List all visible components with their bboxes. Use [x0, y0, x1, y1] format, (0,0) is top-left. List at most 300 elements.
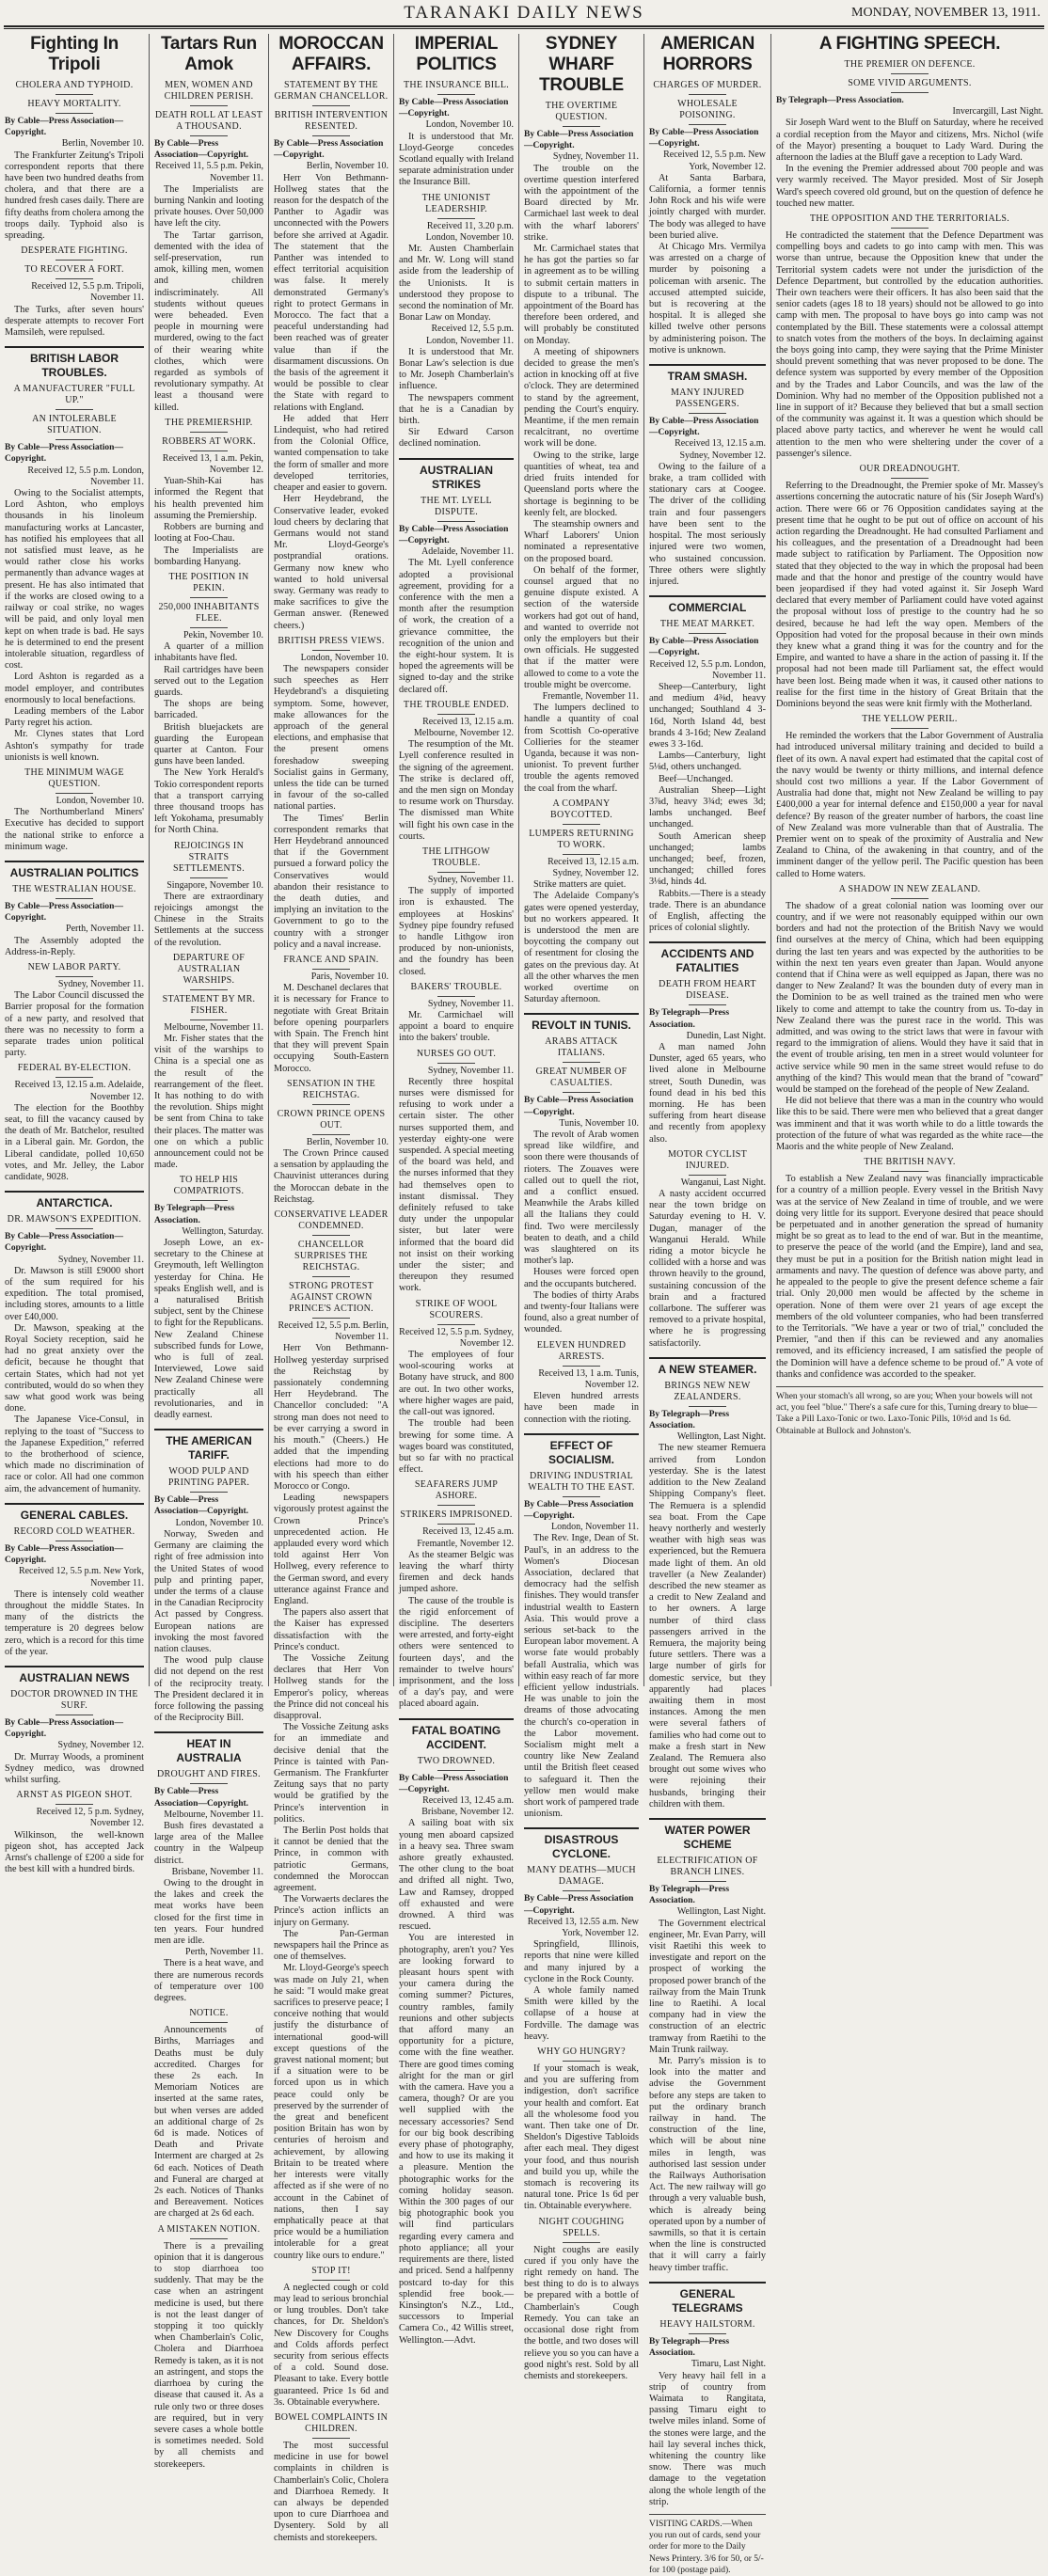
- paragraph: The Government electrical engineer, Mr. Evan Parry, will visit Raetihi this week to investigate and report on the prospect of working the proposed power branch of the railway from the Main Trunk line to Raetihi. A local company had in view the construction of an electric tramway from Raetihi to the Main Trunk railway.: [649, 1918, 766, 2055]
- dateline: Received 12, 5.5 p.m. London, November 11.: [426, 324, 514, 346]
- paragraph: Owing to the failure of a brake, a tram collided with stationary cars at Coogee. The driver of the colliding train and four passengers have been sent to the hospital. The most seriously injured were two women, who sustained concussion. Three others were slightly injured.: [649, 461, 766, 587]
- byline: By Cable—Press Association—Copyright.: [399, 1773, 509, 1794]
- dateline: London, November 10.: [300, 652, 389, 663]
- subheading: NURSES GO OUT.: [399, 1049, 514, 1064]
- byline: By Cable—Press Association—Copyright.: [524, 1894, 634, 1916]
- paragraph: A neglected cough or cold may lead to serious bronchial or lung troubles. Don't take chances, for Dr. Sheldon's New Discovery for Coughs and Colds affords perfect security from serious effects of a cold. Sound dose. Pleasant to take. Every bottle guaranteed. Price 1s 6d and 3s. Obtainable everywhere.: [274, 2282, 389, 2408]
- column-banner-headline: AMERICAN HORRORS: [660, 34, 754, 74]
- paragraph: The Frankfurter Zeitung's Tripoli correspondent reports that there have been two hundred deaths from cholera, and that there are a hundred fresh cases daily. There are fifty deaths from cholera among the troops daily. Typhoid also is spreading.: [5, 150, 144, 242]
- paragraph: The employees of four wool-scouring works at Botany have struck, and 800 are out. In two other works, where higher wages are paid, the call-out was ignored.: [399, 1350, 514, 1418]
- dateline: Sydney, November 11.: [552, 151, 639, 163]
- subheading: STRIKERS IMPRISONED.: [399, 1509, 514, 1525]
- subheading: BRITISH PRESS VIEWS.: [274, 636, 389, 651]
- paragraph: The Vossiche Zeitung declares that Herr Von Hollweg stands for the Emperor's policy, whereas the Prince did not conceal his disapproval.: [274, 1652, 389, 1721]
- column-banner-headline: SYDNEY WHARF TROUBLE: [539, 34, 624, 95]
- paragraph: The Imperialists are burning Nankin and looting private houses. Over 50,000 have left the city.: [154, 183, 263, 229]
- dateline: Sydney, November 12.: [57, 1740, 144, 1751]
- subheading: CHANCELLOR SURPRISES THE REICHSTAG.: [274, 1240, 389, 1277]
- paragraph: The shops are being barricaded.: [154, 699, 263, 721]
- paragraph: Very heavy hail fell in a strip of country from Waimata to Rangitata, passing Timaru eight to twelve miles inland. Some of the stones were large, and the hail lay several inches thick, whitening the country like snow. There was much damage to the vegetation along the whole length of the strip.: [649, 2370, 766, 2507]
- paragraph: A nasty accident occurred near the town bridge on Saturday evening to H. V. Dugan, manager of the Wanganui Herald. While riding a motor bicycle he collided with a horse and was thrown heavily to the ground, sustaining concussion of the brain and a fractured collarbone. The sufferer was removed to a private hospital, where he is progressing satisfactorily.: [649, 1189, 766, 1349]
- dateline: Received 11, 3.20 p.m. London, November 10.: [425, 220, 514, 243]
- paragraph: Wilkinson, the well-known pigeon shot, has accepted Jack Arnst's challenge of £200 a side for the best kill with a hundred birds.: [5, 1829, 144, 1875]
- subheading: REJOICINGS IN STRAITS SETTLEMENTS.: [154, 841, 263, 878]
- paragraph: Bush fires devastated a large area of the Mallee country in the Walpeup district.: [154, 1820, 263, 1866]
- dateline: Received 12, 5.5 p.m. New York, November 12.: [663, 150, 766, 172]
- paragraph: Herr Heydebrand, the Conservative leader, evoked loud cheers by declaring that Germans would not stand Mr. Lloyd-George's postprandial orations. Germany now knew who wanted to hold universal sway. Germany was ready to make sacrifices to give the German answer. (Renewed cheers.): [274, 494, 389, 631]
- subheading: BRINGS NEW NEW ZEALANDERS.: [649, 1381, 766, 1407]
- subheading: DRIVING INDUSTRIAL WEALTH TO THE EAST.: [524, 1471, 639, 1497]
- byline: By Cable—Press Association—Copyright.: [524, 1499, 634, 1521]
- subheading: THE INSURANCE BILL.: [399, 80, 514, 95]
- subheading: THE MINIMUM WAGE QUESTION.: [5, 767, 144, 794]
- paragraph: South American sheep unchanged; lambs unchanged; beef, frozen, unchanged; chilled fores 3⅛d, hinds 4d.: [649, 830, 766, 888]
- section-heading: AUSTRALIAN POLITICS: [5, 861, 144, 880]
- column-banner-headline: Fighting In Tripoli: [30, 34, 119, 74]
- section-heading: AUSTRALIAN NEWS: [5, 1666, 144, 1685]
- subheading: THE OPPOSITION AND THE TERRITORIALS.: [776, 213, 1043, 229]
- dateline: London, November 11.: [551, 1522, 639, 1533]
- paragraph: To establish a New Zealand navy was financially impracticable for a country of a million people. Every vessel in the British Navy was at the service of New Zealand in time of trouble, and we were doing very little for its support. Everyone desired that peace should be perpetuated and in another generation the spread of humanity might be so great as to lead to the end of war. But in the meantime, to preserve the peace of the world (and the Empire), land and sea, they must be put in a position for the British nation might lead in armaments and navy. The question of defence was above party, and he appealed to the people to give the present defence scheme a fair trial. Only 20,000 men would be affected by the scheme in operation. None of them were over 21 years of age except the members of the old volunteer companies, who had been transferred to the Territorials. "We have a year or two of trial," concluded the Premier, "and then if this can be reviewed and any anomalies removed, and its efficiency increased, I am satisfied the people of the Dominion will have a defence scheme to be proud of." A vote of thanks and confidence was accorded to the speaker.: [776, 1174, 1043, 1380]
- subheading: DESPERATE FIGHTING.: [5, 245, 144, 261]
- dateline: Received 12, 5.5 p.m. London, November 11.: [27, 465, 144, 487]
- paragraph: Mr. Clynes states that Lord Ashton's sympathy for trade unionists is well known.: [5, 729, 144, 763]
- byline: By Telegraph—Press Association.: [776, 96, 904, 105]
- section-heading: BRITISH LABOR TROUBLES.: [5, 346, 144, 380]
- dateline: Berlin, November 10.: [306, 161, 389, 172]
- column-banner-headline: Tartars Run Amok: [161, 34, 257, 74]
- byline: By Cable—Press Association—Copyright.: [274, 139, 384, 161]
- section-heading: HEAT IN AUSTRALIA: [154, 1731, 263, 1765]
- dateline: Fremantle, November 11.: [542, 690, 639, 702]
- subheading: WHOLESALE POISONING.: [649, 99, 766, 125]
- section-heading: ACCIDENTS AND FATALITIES: [649, 941, 766, 975]
- paragraph: The cause of the trouble is the rigid enforcement of discipline. The deserters were arrested, and forty-eight others were sentenced to fourteen days', and the remainder to twelve hours' imprisonment, and the loss of a day's pay, and were placed aboard again.: [399, 1595, 514, 1710]
- subheading: TO HELP HIS COMPATRIOTS.: [154, 1175, 263, 1201]
- paragraph: Strike matters are quiet.: [533, 879, 627, 891]
- subheading: AN INTOLERABLE SITUATION.: [5, 414, 144, 440]
- byline: By Telegraph—Press Association.: [154, 1204, 235, 1225]
- section-heading: DISASTROUS CYCLONE.: [524, 1827, 639, 1861]
- paragraph: There is a prevailing opinion that it is dangerous to stop diarrhoea too suddenly. That may be the case when an astringent medicine is used, but there is not the least danger of stopping it too quickly when Chamberlain's Colic, Cholera and Diarrhoea Remedy is taken, as it is not an astringent, and stops the diarrhoea by curing the disease that caused it. As a rule only two or three doses are required, but in very severe cases a whole bottle is sometimes needed. Sold by all chemists and storekeepers.: [154, 2240, 263, 2470]
- paragraph: The Imperialists are bombarding Hanyang.: [154, 545, 263, 567]
- paragraph: The Northumberland Miners' Executive has decided to support the national strike to enforce a minimum wage.: [5, 807, 144, 852]
- paragraph: M. Deschanel declares that it is necessary for France to negotiate with Great Britain before opening pourparlers with Spain. The French hint that they will prevent Spain occupying South-Eastern Morocco.: [274, 983, 389, 1074]
- subheading: OUR DREADNOUGHT.: [776, 464, 1043, 479]
- subheading: FRANCE AND SPAIN.: [274, 955, 389, 970]
- dateline: Dunedin, Last Night.: [686, 1030, 766, 1041]
- dateline: Sydney, November 11.: [427, 1065, 514, 1076]
- subheading: NEW LABOR PARTY.: [5, 962, 144, 977]
- subheading: LUMPERS RETURNING TO WORK.: [524, 829, 639, 855]
- dateline: Wellington, Saturday.: [182, 1225, 263, 1237]
- subheading: A COMPANY BOYCOTTED.: [524, 798, 639, 825]
- dateline: Received 12, 5 p.m. Sydney, November 12.: [36, 1807, 144, 1829]
- paragraph: The new steamer Remuera arrived from London yesterday. She is the latest addition to the New Zealand Shipping Company's fleet. The Remuera is a splendid sea boat. From the Cape heavy northerly and westerly weather with high seas was experienced, but the Remuera made light of them. An old traveller (a New Zealander) described the new steamer as a credit to New Zealand and to her owners. A large number of third class passengers arrived in the Remuera, the majority being future settlers. There was a large number of girls for domestic service, but they apparently had places awaiting them in most instances. Among the men were several fathers of families who had come out to make a fresh start in New Zealand. The Remuera also brought out some wives who were rejoining their husbands, bringing their children with them.: [649, 1443, 766, 1810]
- column-5: [519, 34, 643, 2381]
- paragraph: The Japanese Vice-Consul, in replying to the toast of "Success to the Japanese Expedition," referred to the brotherhood of science, which made no discrimination of race or color. All had one common aim, the advancement of humanity.: [5, 1414, 144, 1494]
- dateline: Singapore, November 10.: [167, 879, 263, 891]
- subheading: NIGHT COUGHING SPELLS.: [524, 2217, 639, 2243]
- subheading: THE WESTRALIAN HOUSE.: [5, 884, 144, 899]
- paragraph: The Vossiche Zeitung asks for an immediate and decisive denial that the Prince is tainted with Pan-Germanism. The Frankfurter Zeitung says that no party would be gratified by the Prince's intervention in politics.: [274, 1722, 389, 1825]
- dateline: Received 13, 12.45 a.m. Fremantle, November 12.: [417, 1526, 514, 1549]
- subheading: ROBBERS AT WORK.: [154, 436, 263, 451]
- subheading: THE POSITION IN PEKIN.: [154, 572, 263, 598]
- paragraph: Owing to the drought in the lakes and creek the meat works have been closed for the first time in ten years. Four hundred men are idle.: [154, 1877, 263, 1946]
- paragraph: The Crown Prince caused a sensation by applauding the Chauvinist utterances during the Moroccan debate in the Reichstag.: [274, 1148, 389, 1205]
- byline: By Cable—Press Association—Copyright.: [649, 637, 759, 658]
- paragraph: Herr Von Bethmann-Hollweg states that the reason for the despatch of the Panther to Agadir was unconnected with the Powers before she arrived at Agadir. The statement that the Panther was intended to effect territorial acquisition was false. It merely demonstrated Germany's right to protect Germans in Morocco. The fact that a peaceful understanding had been reached was of greater value than if the disarmament discussions. On the basis of the agreement it would be possible to clear the State with regard to relations with England.: [274, 172, 389, 413]
- subheading: THE TROUBLE ENDED.: [399, 700, 514, 715]
- byline: By Cable—Press Association—Copyright.: [5, 1543, 123, 1566]
- dateline: Berlin, November 10.: [61, 138, 144, 150]
- subheading: MANY INJURED PASSENGERS.: [649, 387, 766, 414]
- paragraph: At Chicago Mrs. Vermilya was arrested on a charge of murder by poisoning a policeman with arsenic. The accused attempted suicide, but is recovering at the hospital. It is alleged she killed twelve other persons by administering poison. The motive is unknown.: [649, 242, 766, 356]
- subheading: A MANUFACTURER "FULL UP.": [5, 384, 144, 410]
- paragraph: Lord Ashton is regarded as a model employer, and contributes enormously to local benefactions.: [5, 672, 144, 705]
- subheading: STATEMENT BY THE GERMAN CHANCELLOR.: [274, 80, 389, 106]
- dateline: Received 12, 5.5 p.m. New York, November 11.: [18, 1566, 144, 1588]
- byline: By Cable—Press Association—Copyright.: [154, 1495, 249, 1517]
- paragraph: Robbers are burning and looting at Foo-Chau.: [154, 522, 263, 545]
- paragraph: Mr. Carmichael states that he has got the parties so far in agreement as to be willing to submit certain matters in dispute to a tribunal. The appointment of the Board has therefore been ordered, and will probably be constituted on Monday.: [524, 244, 639, 346]
- subheading: THE UNIONIST LEADERSHIP.: [399, 193, 514, 219]
- subheading: STATEMENT BY MR. FISHER.: [154, 994, 263, 1020]
- paragraph: Referring to the Dreadnought, the Premier spoke of Mr. Massey's assertions concerning the autocratic nature of his (Sir Joseph Ward's) action. There were 66 or 76 Opposition candidates saying at the present time that he ought to be put out of office on account of his action regarding the Dreadnought. He had consulted Parliament and his colleagues, and the presentation of a Dreadnought had been made subject to ratification by Parliament. The Opposition now stated that they objected to the way in which the proposal had been made and that the honor and prestige of the country would have been jeopardised if they had voted against it. Sir Joseph Ward declared that every member of Parliament could have voted against the proposal without loss of prestige to the country had he so desired, because he had left the way open. Members of the Opposition had voted for the proposal because in their own minds they knew what a grand thing it was for the country and for the Empire, and wanted to have a share in the action of passing it. If the proposal had not been made till Parliament sat, the effect would have been lost. Being made when it was, it caused other nations to realise for the first time in the history of Great Britain that the Dominions beyond the seas were knit firmly with the Motherland.: [776, 481, 1043, 709]
- dateline: Brisbane, November 11.: [171, 1866, 263, 1877]
- section-heading: WATER POWER SCHEME: [649, 1818, 766, 1852]
- subheading: STOP IT!: [274, 2266, 389, 2281]
- byline: By Cable—Press Association—Copyright.: [5, 1717, 123, 1740]
- paragraph: The Times' Berlin correspondent remarks that Herr Heydebrand announced that if the Government pursued a forward policy the Conservatives would abandon their resistance to the death duties, and implying an invitation to the Government to go to the country with a stronger policy and a naval increase.: [274, 813, 389, 950]
- column-6: [644, 34, 770, 2575]
- paragraph: The shadow of a great colonial nation was looming over our country, and if we were not reasonably equipped within our own borders and had not the protection of the British Navy we would find ourselves at the mercy of China, which had been equipping during the last ten years and was expected by the authorities to be within the next ten years even greater than Japan. Would anyone contend that if China were as well equipped as Japan, there was no danger to New Zealand? It was the bounden duty of every man in the Dominion to be as well trained as the trained men who were likely to come and attempt to take the country from us. To-day in New Zealand there was the purest race in the world. This was admitted, and was owing to the strict laws that were in favour with regard to the immigration of aliens. Would they have it said that in the event of trouble arising, ten men in a street would volunteer for active service while 90 men in the same street would refuse to do anything of the kind? This would mean that the brand of "coward" would be stamped on the forehead of the people of New Zealand.: [776, 900, 1043, 1096]
- paragraph: It is understood that Mr. Bonar Law's selection is due to Mr. Joseph Chamberlain's influence.: [399, 346, 514, 392]
- paragraph: Mr. Austen Chamberlain and Mr. W. Long will stand aside from the leadership of the Unionists. It is understood they propose to second the nomination of Mr. Bonar Law on Monday.: [399, 244, 514, 324]
- subheading: SENSATION IN THE REICHSTAG.: [274, 1079, 389, 1105]
- paragraph: Leading newspapers vigorously protest against the Crown Prince's unprecedented action. He applauded every word which told against Herr Von Hollweg, every reference to the German sword, and every utterance against France and England.: [274, 1493, 389, 1606]
- byline: By Telegraph—Press Association.: [649, 1409, 730, 1431]
- paragraph: The Mt. Lyell conference adopted a provisional agreement, providing for a conference with the men a month after the resumption of work, the creation of a grievance committee, the recognition of the union and the eight-hour system. It is hoped the agreements will be signed to-day and the strike declared off.: [399, 558, 514, 695]
- advertisement: When your stomach's all wrong, so are you; When your bowels will not act, you feel "blue." There's a safe cure for this, Turning dreary to blue— Take a Pill Laxo-Tonic or two. Laxo-Tonic Pills, 10½d and 1s 6d. Obtainable at Bullock and Johnston's.: [776, 1386, 1043, 1437]
- subheading: STRIKE OF WOOL SCOURERS.: [399, 1299, 514, 1325]
- section-heading: GENERAL TELEGRAMS: [649, 2282, 766, 2315]
- paragraph: Night coughs are easily cured if you only have the right remedy on hand. The best thing to do is to always be prepared with a bottle of Chamberlain's Cough Remedy. You can take an occasional dose right from the bottle, and two doses will relieve you so you can have a good night's rest. Sold by all chemists and storekeepers.: [524, 2244, 639, 2381]
- subheading: CHOLERA AND TYPHOID.: [5, 80, 144, 95]
- byline: By Cable—Press Association—Copyright.: [649, 128, 759, 150]
- paragraph: Herr Von Bethmann-Hollweg yesterday surprised the Reichstag by passionately condemning Herr Heydebrand. The Chancellor concluded: "A strong man does not need to be ever carrying a sword in his mouth." (Cheers.) He added that the impending elections had more to do with his speech than either Morocco or Congo.: [274, 1343, 389, 1492]
- subheading: MOTOR CYCLIST INJURED.: [649, 1149, 766, 1176]
- dateline: London, November 10.: [425, 119, 514, 131]
- column-banner-headline: IMPERIAL POLITICS: [414, 34, 499, 74]
- subheading: BRITISH INTERVENTION RESENTED.: [274, 110, 389, 136]
- paragraph: Mr. Fisher states that the visit of the warships to China is a special one as the result of the rearrangement of the fleet. It has nothing to do with the revolution. Ships might be sent from China to take their places. The matter was one on which a public announcement could not be made.: [154, 1033, 263, 1171]
- subheading: TWO DROWNED.: [399, 1756, 514, 1771]
- section-heading: THE AMERICAN TARIFF.: [154, 1429, 263, 1462]
- paragraph: In the evening the Premier addressed about 700 people and was very warmly received. The Mayor presided. Most of Sir Joseph Ward's speech covered old ground, but on the question of defence he touched new matter.: [776, 164, 1043, 209]
- advertisement: VISITING CARDS.—When you run out of cards, send your order for more to the Daily News Printery. 3/6 for 50, or 5/- for 100 (postage paid).: [649, 2514, 766, 2576]
- subheading: 250,000 INHABITANTS FLEE.: [154, 602, 263, 628]
- paragraph: The resumption of the Mt. Lyell conference resulted in the signing of the agreement. The strike is declared off, and the men sign on Monday to resume work on Thursday. The dismissed man White will fight his own case in the courts.: [399, 739, 514, 842]
- section-heading: REVOLT IN TUNIS.: [524, 1013, 639, 1033]
- paragraph: There is intensely cold weather throughout the middle States. In many of the districts the temperature is 20 degrees below zero, which is a record for this time of the year.: [5, 1588, 144, 1657]
- subheading: ELECTRIFICATION OF BRANCH LINES.: [649, 1856, 766, 1882]
- subheading: FEDERAL BY-ELECTION.: [5, 1063, 144, 1078]
- paragraph: The most successful medicine in use for bowel complaints in children is Chamberlain's Colic, Cholera and Diarrhoea Remedy. It can always be depended upon to cure Diarrhoea and Dysentery. Sold by all chemists and storekeepers.: [274, 2440, 389, 2543]
- paragraph: The supply of imported iron is exhausted. The employees at Hoskins' Sydney pipe foundry refused to handle Lithgow iron produced by non-unionists, and the foundry has been closed.: [399, 886, 514, 977]
- subheading: THE PREMIERSHIP.: [154, 418, 263, 433]
- dateline: Received 13, 12.45 a.m. Brisbane, November 12.: [421, 1794, 514, 1818]
- subheading: A MISTAKEN NOTION.: [154, 2224, 263, 2239]
- byline: By Cable—Press Association—Copyright.: [524, 1096, 634, 1117]
- dateline: Sydney, November 11.: [427, 998, 514, 1009]
- dateline: Melbourne, November 11.: [164, 1021, 263, 1033]
- dateline: Adelaide, November 11.: [421, 546, 514, 558]
- subheading: THE PREMIER ON DEFENCE.: [776, 59, 1043, 74]
- paragraph: Owing to the Socialist attempts, Lord Ashton, who employs thousands in his linoleum manufacturing works at Lancaster, has notified his employees that all not satisfied must leave, as he would rather close his works permanently than advance wages at present. He has also intimated that if the works are closed owing to a railway or coal strike, no wages will be paid, and only loyal men kept on when trade is bad. He says he is determined to end the present intolerable situation, regardless of cost.: [5, 488, 144, 672]
- paragraph: He did not believe that there was a man in the country who would like this to be said. There were men who believed that a great danger was imminent and that it was worth while to do a little towards the protection of the future of what was regarded as the white race—the Maoris and the white people of New Zealand.: [776, 1096, 1043, 1153]
- paragraph: As the steamer Belgic was leaving the wharf thirty firemen and deck hands jumped ashore.: [399, 1549, 514, 1595]
- dateline: Invercargill, Last Night.: [952, 106, 1043, 118]
- paragraph: Lambs—Canterbury, light 5⅛d, others unchanged.: [649, 751, 766, 773]
- dateline: Sydney, November 11.: [57, 978, 144, 989]
- paragraph: Rabbits.—There is a steady trade. There is an abundance of English, affecting the prices of colonial slightly.: [649, 888, 766, 934]
- paragraph: The wood pulp clause did not depend on the rest of the reciprocity treaty. The President declared it in force following the passing of the Reciprocity Bill.: [154, 1655, 263, 1724]
- paragraph: The papers also assert that the Kaiser has expressed dissatisfaction with the Prince's conduct.: [274, 1607, 389, 1652]
- subheading: THE MEAT MARKET.: [649, 619, 766, 634]
- dateline: Paris, November 10.: [310, 972, 389, 983]
- column-2: [150, 34, 268, 2470]
- paragraph: The lumpers declined to handle a quantity of coal from Scottish Co-operative Collieries for the steamer Uganda, because it was non-unionist. To prevent further trouble the agents removed the coal from the wharf.: [524, 703, 639, 794]
- paragraph: He contradicted the statement that the Defence Department was compelling boys and cadets to go into camp with men. This was worse than untrue, because the Opposition knew that under the Territorial system cadets were not under the jurisdiction of the Defence Department, but controlled by the education authorities. Their own teachers were their officers. It has also been said that the senior cadets (ages 18 to 18 years) should not be allowed to go into camp with men. The proposal to have boys go into camp was not contemplated by the Bill. These statements were a colossal attempt to snatch votes from the mothers of the boys. In declaiming against the boys going into camp, they were saying that the Prime Minister should prevent something that was never proposed to be done. The defence system was supported by every member of the Opposition and by the Trades and Labor Councils, and was the law of the Dominion. Why had no member of the Opposition published not a line in support of it? Because they believed that but a small section of the community was against it. It was a question which should be placed above party tactics, and wherever he went he would call attention to the men who were sheltering under the cover of a passenger's silence.: [776, 230, 1043, 459]
- byline: By Telegraph—Press Association.: [649, 1008, 730, 1030]
- paragraph: The Vorwaerts declares the Prince's action inflicts an injury on Germany.: [274, 1894, 389, 1928]
- paragraph: Sir Edward Carson declined nomination.: [399, 427, 514, 450]
- byline: By Telegraph—Press Association.: [649, 1884, 730, 1906]
- paragraph: Leading members of the Labor Party regret his action.: [5, 705, 144, 729]
- subheading: HEAVY MORTALITY.: [5, 99, 144, 114]
- masthead-rule-thin: [4, 28, 1044, 29]
- paragraph: Mr. Lloyd-George's speech was made on July 21, when he said: "I would make great sacrifices to preserve peace; I conceive nothing that would justify the disturbance of international good-will except questions of the gravest national moment; but if a situation were to be forced upon us in which peace could only be preserved by the surrender of the great and beneficent position Britain has won by centuries of heroism and achievement, by allowing Britain to be treated where her interests were vitally affected as if she were of no account in the Cabinet of nations, then I say emphatically peace at that price would be a humiliation intolerable for a great country like ours to endure.": [274, 1963, 389, 2261]
- subheading: DEPARTURE OF AUSTRALIAN WARSHIPS.: [154, 953, 263, 990]
- subheading: NOTICE.: [154, 2008, 263, 2023]
- byline: By Cable—Press Association—Copyright.: [154, 1787, 249, 1809]
- paragraph: A man named John Dunster, aged 65 years, who lived alone in Melbourne street, South Dunedin, was found dead in his bed this morning. He has been suffering from heart disease and recently from apoplexy also.: [649, 1042, 766, 1145]
- paragraph: The trouble on the overtime question interfered with the appointment of the Board directed by Mr. Carmichael last week to deal with the wharf laborers' strike.: [524, 163, 639, 243]
- subheading: DEATH FROM HEART DISEASE.: [649, 979, 766, 1005]
- paragraph: He added that Herr Lindequist, who had retired from the Colonial Office, wanted compensation to take the form of smaller and more developed territories, cheaper and easier to govern.: [274, 413, 389, 494]
- paragraph: Dr. Mawson, speaking at the Royal Society reception, said he had no great anxiety over the deficit, because he thought that certain States, which had not yet contributed, would do so when they saw what good work was being done.: [5, 1322, 144, 1414]
- paragraph: Yuan-Shih-Kai has informed the Regent that his health prevented him assuming the Premiership.: [154, 476, 263, 521]
- column-4: [394, 34, 518, 2346]
- paragraph: At Santa Barbara, California, a former tennis John Rock and his wife were jointly charged with murder. The body was alleged to have been buried alive.: [649, 172, 766, 241]
- section-heading: COMMERCIAL: [649, 595, 766, 615]
- paragraph: The New York Herald's Tokio correspondent reports that a transport carrying three thousand troops has left Yokohama, presumably for North China.: [154, 767, 263, 836]
- subheading: MEN, WOMEN AND CHILDREN PERISH.: [154, 80, 263, 106]
- newspaper-title: TARANAKI DAILY NEWS: [404, 3, 644, 23]
- paragraph: The Turks, after seven hours' desperate attempts to recover Fort Mamsileh, were repulsed.: [5, 304, 144, 339]
- subheading: BAKERS' TROUBLE.: [399, 982, 514, 997]
- byline: By Cable—Press Association—Copyright.: [399, 524, 509, 545]
- dateline: Melbourne, November 11.: [164, 1809, 263, 1820]
- paragraph: The Labor Council discussed the Barrier proposal for the formation of a new party, and resolved that there was no necessity to form a separate trades union political party.: [5, 990, 144, 1059]
- paragraph: A sailing boat with six young men aboard capsized in a heavy sea. Three swam ashore greatly exhausted. The other clung to the boat and drifted all night. Two, Law and Ramsey, dropped off exhausted and were drowned. A third was rescued.: [399, 1818, 514, 1933]
- dateline: Pekin, November 10.: [183, 629, 263, 640]
- paragraph: Rail cartridges have been served out to the Legation guards.: [154, 664, 263, 698]
- paragraph: If your stomach is weak, and you are suffering from indigestion, don't sacrifice your health and comfort. Eat all the wholesome food you want. Then take one of Dr. Sheldon's Digestive Tabloids after each meal. They digest your food, and thus nourish and build you up, while the stomach is recovering its natural tone. Price 1s 6d per tin. Obtainable everywhere.: [524, 2063, 639, 2212]
- subheading: CROWN PRINCE OPENS OUT.: [274, 1109, 389, 1135]
- paragraph: The Berlin Post holds that it cannot be denied that the Prince, in common with patriotic Germans, condemned the Moroccan agreement.: [274, 1825, 389, 1894]
- section-heading: GENERAL CABLES.: [5, 1503, 144, 1523]
- paragraph: The steamship owners and Wharf Laborers' Union nominated a representative on the proposed board.: [524, 518, 639, 564]
- dateline: Sydney, November 11.: [427, 874, 514, 885]
- paragraph: British bluejackets are guarding the European quarter at Canton. Four guns have been landed.: [154, 721, 263, 767]
- dateline: Received 12, 5.5 p.m. Sydney, November 12.: [399, 1326, 514, 1349]
- dateline: Received 13, 1 a.m. Tunis, November 12.: [538, 1367, 639, 1390]
- byline: By Cable—Press Association—Copyright.: [399, 98, 509, 119]
- dateline: Wanganui, Last Night.: [680, 1177, 766, 1188]
- column-3: [269, 34, 393, 2543]
- paragraph: The Adelaide Company's gates were opened yesterday, but no workers appeared. It is understood the men are boycotting the company out of resentment for closing the gates on the previous day. At all the other wharves the men worked overtime on Saturday afternoon.: [524, 891, 639, 1005]
- dateline: London, November 10.: [56, 795, 144, 806]
- column-banner-headline: A FIGHTING SPEECH.: [818, 34, 1001, 54]
- paragraph: Mr. Carmichael will appoint a board to enquire into the bakers' trouble.: [399, 1010, 514, 1044]
- paragraph: On behalf of the former, counsel argued that no genuine dispute existed. A section of the waterside workers had got out of hand, and wanted to override not only the employers but their own officials. He suggested that if the matter were allowed to come to a vote the trouble might be overcome.: [524, 564, 639, 690]
- column-banner-headline: MOROCCAN AFFAIRS.: [278, 34, 384, 74]
- subheading: WHY GO HUNGRY?: [524, 2047, 639, 2062]
- paragraph: Eleven hundred arrests have been made in connection with the rioting.: [524, 1391, 639, 1425]
- column-7: [771, 34, 1048, 1686]
- paragraph: It is understood that Mr. Lloyd-George concedes Scotland equally with Ireland separate administration under the Insurance Bill.: [399, 131, 514, 188]
- subheading: DOCTOR DROWNED IN THE SURF.: [5, 1689, 144, 1715]
- subheading: THE OVERTIME QUESTION.: [524, 101, 639, 127]
- subheading: GREAT NUMBER OF CASUALTIES.: [524, 1067, 639, 1093]
- paragraph: The Pan-German newspapers hail the Prince as one of themselves.: [274, 1928, 389, 1963]
- paragraph: Mr. Parry's mission is to look into the matter and advise the Government before any steps are taken to put the ordinary branch railway in hand. The construction of the line, which will be about nine miles in length, was authorised last session under the Railways Authorisation Act. The new railway will go through a very valuable bush, which is already being operated upon by a number of sawmills, so that it is certain when the line is constructed that it will carry a fairly heavy timber traffic.: [649, 2056, 766, 2273]
- section-heading: FATAL BOATING ACCIDENT.: [399, 1718, 514, 1752]
- column-1: [0, 34, 149, 1875]
- subheading: CONSERVATIVE LEADER CONDEMNED.: [274, 1209, 389, 1236]
- issue-date: MONDAY, NOVEMBER 13, 1911.: [851, 6, 1040, 20]
- paragraph: Dr. Mawson is still £9000 short of the sum required for his expedition. The total promised, including stores, amounts to a little over £40,000.: [5, 1265, 144, 1322]
- byline: By Cable—Press Association—Copyright.: [524, 130, 634, 151]
- dateline: Received 13, 12.15 a.m. Melbourne, November 12.: [413, 716, 514, 738]
- subheading: WOOD PULP AND PRINTING PAPER.: [154, 1466, 263, 1493]
- subheading: CHARGES OF MURDER.: [649, 80, 766, 95]
- paragraph: Owing to the strike, large quantities of wheat, tea and dried fruits intended for Queensland ports where the shortage is beginning to be keenly felt, are blocked.: [524, 450, 639, 518]
- paragraph: He reminded the workers that the Labor Government of Australia had introduced universal military training and decided to build a fleet of its own. A naval expert had estimated that the capital cost of the navy would be twenty or thirty millions, and internal defence should cost two millions a year. If the Labor Government of Australia had done that, might not New Zealand be willing to pay £400,000 a year for internal defence and £150,000 a year for naval defence? By reason of the greater number of harbors, the coast line of New Zealand was more vulnerable than that of Australia. The Premier went on to speak of the proximity of Australia and New Zealand to China, of the awakening in that country, and of the imminent danger of the yellow peril. The Pacific question has been called to Home waters.: [776, 731, 1043, 879]
- paragraph: The election for the Boothby seat, to fill the vacancy caused by the death of Mr. Batchelor, resulted in a Liberal gain. Mr. Gordon, the Liberal candidate, polled 10,650 votes, and Mr. Jelley, the Labor candidate, 9028.: [5, 1102, 144, 1183]
- subheading: THE LITHGOW TROUBLE.: [399, 846, 514, 873]
- masthead: [0, 0, 1048, 28]
- byline: By Telegraph—Press Association.: [649, 2336, 730, 2359]
- subheading: ARNST AS PIGEON SHOT.: [5, 1790, 144, 1805]
- byline: By Cable—Press Association—Copyright.: [649, 417, 759, 438]
- paragraph: Norway, Sweden and Germany are claiming the right of free admission into the United States of wood pulp and printing paper, under the terms of a clause in the Canadian Reciprocity Act passed by Congress. European nations are invoking the most favored nation clauses.: [154, 1528, 263, 1654]
- dateline: Received 13, 1 a.m. Pekin, November 12.: [162, 452, 263, 476]
- paragraph: The newspapers consider such speeches as Herr Heydebrand's a disquieting symptom. Some, however, make allowances for the approach of the general elections, and emphasise that the present omens foreshadow sweeping Socialist gains in Germany, unless the tide can be turned in favour of the so-called national parties.: [274, 663, 389, 813]
- byline: By Cable—Press Association—Copyright.: [5, 1232, 123, 1254]
- subheading: A SHADOW IN NEW ZEALAND.: [776, 884, 1043, 899]
- dateline: Perth, November 11.: [66, 924, 144, 935]
- paragraph: Recently three hospital nurses were dismissed for refusing to work under a certain sister. The other nurses supported them, and yesterday eighty-one were suspended. A special meeting of the board was held, and the nurses informed that they had themselves open to instant dismissal. They definitely refused to take duty under the unpopular sister, but later were informed that the board did not insist on their working under the sister; and thereupon they resumed work.: [399, 1076, 514, 1294]
- dateline: Received 13, 12.15 a.m. Sydney, November 12.: [548, 856, 639, 878]
- dateline: Wellington, Last Night.: [676, 1431, 766, 1443]
- dateline: Perth, November 11.: [185, 1947, 263, 1958]
- dateline: Berlin, November 10.: [306, 1136, 389, 1147]
- byline: By Cable—Press Association—Copyright.: [5, 117, 123, 138]
- subheading: DR. MAWSON'S EXPEDITION.: [5, 1214, 144, 1229]
- dateline: Received 13, 12.15 a.m. Adelaide, November 12.: [14, 1080, 144, 1102]
- paragraph: Australian Sheep—Light 3⅞d, heavy 3¾d; ewes 3d; lambs unchanged. Beef unchanged.: [649, 784, 766, 830]
- subheading: DEATH ROLL AT LEAST A THOUSAND.: [154, 110, 263, 136]
- subheading: MANY DEATHS—MUCH DAMAGE.: [524, 1865, 639, 1891]
- paragraph: Sheep—Canterbury, light and medium 4⅜d, heavy unchanged; Southland 4 3-16d, North Island 4d, best brands 4 3-16d; New Zealand ewes 3 3-16d.: [649, 681, 766, 750]
- dateline: Timaru, Last Night.: [691, 2359, 766, 2370]
- paragraph: Dr. Murray Woods, a prominent Sydney medico, was drowned whilst surfing.: [5, 1751, 144, 1785]
- subheading: TO RECOVER A FORT.: [5, 264, 144, 279]
- subheading: SOME VIVID ARGUMENTS.: [776, 78, 1043, 93]
- subheading: HEAVY HAILSTORM.: [649, 2319, 766, 2334]
- section-heading: TRAM SMASH.: [649, 364, 766, 384]
- paragraph: The Rev. Inge, Dean of St. Paul's, in an address to the Women's Diocesan Association, declared that democracy had the selfish finishes. They would transfer industrial wealth to Eastern Asia. This would prove a serious set-back to the European labor movement. A worse fate would probably befall Australia, which was within easy reach of far more efficient yellow industrials. He was unable to join the dreams of those advocating the church's co-operation in the Labor movement. Socialism might melt a country like New Zealand until the British fleet ceased to safeguard it. Then the yellow men would make short work of pampered trade unionism.: [524, 1533, 639, 1820]
- paragraph: There are extraordinary rejoicings amongst the Chinese in the Straits Settlements at the success of the revolution.: [154, 891, 263, 948]
- dateline: Received 12, 5.5 p.m. Tripoli, November 11.: [31, 281, 144, 304]
- paragraph: The Assembly adopted the Address-in-Reply.: [5, 935, 144, 957]
- paragraph: The newspapers comment that he is a Canadian by birth.: [399, 392, 514, 427]
- paragraph: The bodies of thirty Arabs and twenty-four Italians were found, also a great number of wounded.: [524, 1289, 639, 1335]
- dateline: London, November 10.: [175, 1517, 263, 1528]
- dateline: Sydney, November 11.: [57, 1254, 144, 1265]
- section-heading: A NEW STEAMER.: [649, 1357, 766, 1377]
- dateline: Received 11, 5.5 p.m. Pekin, November 11.: [155, 161, 263, 183]
- paragraph: You are interested in photography, aren't you? Yes are looking forward to pleasant hours spent with your camera during the coming summer? Pictures, country rambles, family reunions and other subjects that afford many an opportunity for a picture, come with the fine weather. There are good times coming alright for the man or girl with the camera. Have you a camera, though? Or are you well supplied with the necessary accessories? Send for our big book describing every phase of photography, and how to use its making it a pleasure. Mention the photographic works for the coming holiday season. Within the 300 pages of our big photographic book you will find particulars regarding every camera and photo appliance; all your requirements are there, listed and priced. Send a halfpenny postcard to-day for this splendid free book.—Kinsington's N.Z., Ltd., successors to Imperial Camera Co., 42 Willis street, Wellington.—Advt.: [399, 1933, 514, 2346]
- subheading: SEAFARERS JUMP ASHORE.: [399, 1479, 514, 1506]
- section-heading: EFFECT OF SOCIALISM.: [524, 1433, 639, 1467]
- paragraph: Sir Joseph Ward went to the Bluff on Saturday, where he received a cordial reception from the Mayor and citizens, Mrs. Nichol (wife of the Mayor) presenting a bouquet to Lady Ward. During the afternoon the ladies at the Bluff gave a reception to Lady Ward.: [776, 118, 1043, 164]
- subheading: BOWEL COMPLAINTS IN CHILDREN.: [274, 2412, 389, 2439]
- paragraph: Houses were forced open and the occupants butchered.: [524, 1267, 639, 1289]
- paragraph: A meeting of shipowners decided to grease the men's action in knocking off at five o'clock. They are determined to stand by the agreement, pending the Court's enquiry. Meantime, if the men remain recalcitrant, no overtime work will be done.: [524, 346, 639, 450]
- subheading: THE MT. LYELL DISPUTE.: [399, 496, 514, 522]
- paragraph: The revolt of Arab women spread like wildfire, and soon there were thousands of rioters. The Zouaves were called out to quell the riot, and a conflict ensued. Meanwhile the Arabs killed all the Italians they could find. Two were mercilessly beaten to death, and a child was slaughtered on its mother's lap.: [524, 1130, 639, 1267]
- dateline: Received 12, 5.5 p.m. Berlin, November 11.: [278, 1320, 389, 1343]
- subheading: THE BRITISH NAVY.: [776, 1157, 1043, 1172]
- dateline: Received 13, 12.55 a.m. New York, November 12.: [527, 1916, 639, 1938]
- paragraph: The Tartar garrison, demented with the idea of self-preservation, run amok, killing men, women and children indiscriminately. All students without queues were beheaded. Even people in mourning were murdered, owing to the fact of their wearing white clothes, which were regarded as symbols of revolutionary sympathy. At least a thousand were killed.: [154, 229, 263, 413]
- paragraph: There is a heat wave, and there are numerous records of temperature over 100 degrees.: [154, 1958, 263, 2003]
- subheading: DROUGHT AND FIRES.: [154, 1769, 263, 1784]
- paragraph: A whole family named Smith were killed by the collapse of a house at Fordville. The damage was heavy.: [524, 1985, 639, 2042]
- paragraph: A quarter of a million inhabitants have fled.: [154, 641, 263, 664]
- section-heading: ANTARCTICA.: [5, 1191, 144, 1210]
- paragraph: Joseph Lowe, an ex-secretary to the Chinese at Greymouth, left Wellington yesterday for China. He speaks English well, and is a naturalised British subject, sent by the Chinese to fight for the Republicans. New Zealand Chinese subscribed funds for Lowe, who is full of zeal. Interviewed, Lowe said New Zealand Chinese were practically all revolutionaries, and in deadly earnest.: [154, 1238, 263, 1421]
- paragraph: Springfield, Illinois, reports that nine were killed and many injured by a cyclone in the Rock County.: [524, 1939, 639, 1984]
- paragraph: Announcements of Births, Marriages and Deaths must be duly accredited. Charges for these 2s each. In Memoriam Notices are inserted at the same rates, but when verses are added an additional charge of 2s 6d is made. Notices of Death and Private Interment are charged at 2s 6d each. Notices of Death and Funeral are charged at 2s each. Notices of Thanks and Bereavement. Notices are charged at 2s 6d each.: [154, 2025, 263, 2220]
- subheading: ELEVEN HUNDRED ARRESTS.: [524, 1340, 639, 1367]
- subheading: STRONG PROTEST AGAINST CROWN PRINCE'S ACTION.: [274, 1281, 389, 1319]
- byline: By Cable—Press Association—Copyright.: [5, 901, 123, 924]
- paragraph: The trouble had been brewing for some time. A wages board was constituted, but so far with no practical effect.: [399, 1418, 514, 1476]
- byline: By Cable—Press Association—Copyright.: [154, 139, 249, 161]
- dateline: Tunis, November 10.: [559, 1117, 639, 1129]
- subheading: RECORD COLD WEATHER.: [5, 1526, 144, 1541]
- dateline: Received 12, 5.5 p.m. London, November 11.: [649, 658, 766, 681]
- section-heading: AUSTRALIAN STRIKES: [399, 458, 514, 492]
- dateline: Wellington, Last Night.: [676, 1906, 766, 1918]
- masthead-rule: [4, 25, 1044, 27]
